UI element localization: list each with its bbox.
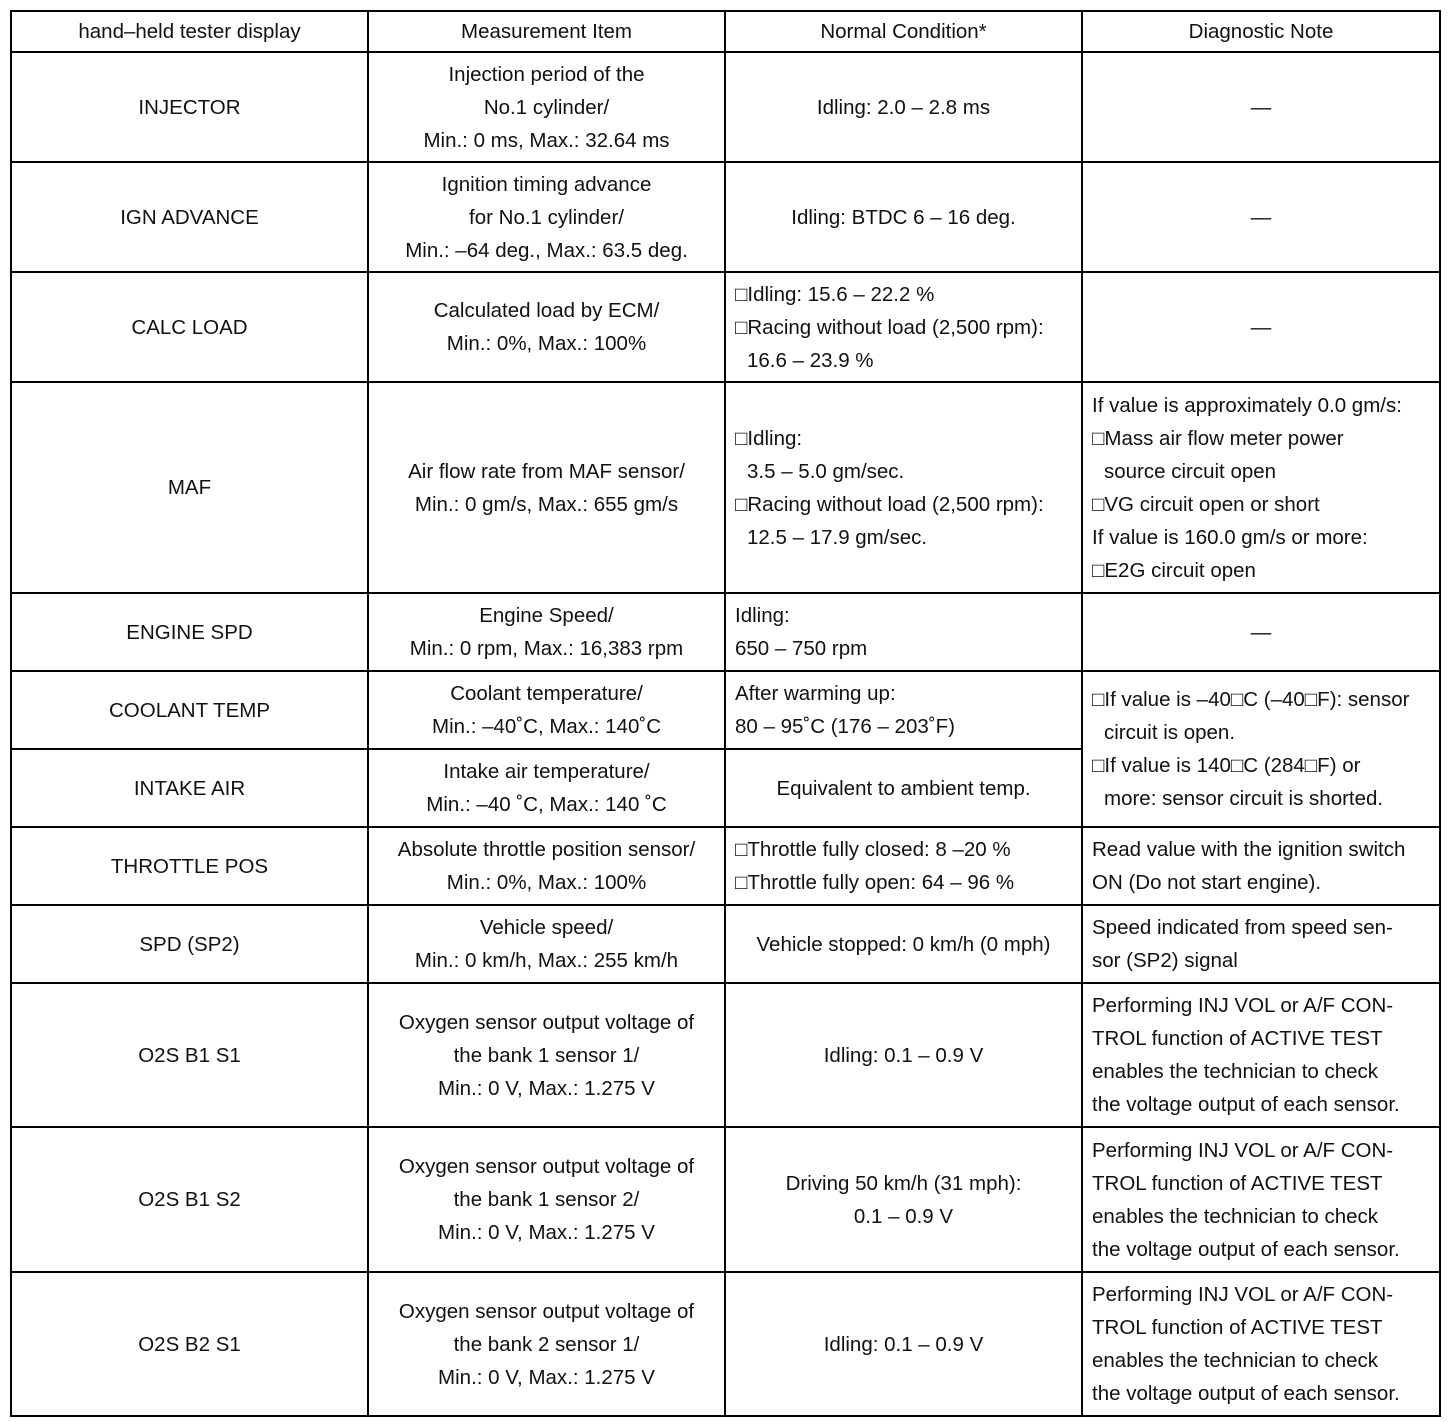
table-row xyxy=(11,52,1440,162)
header-row xyxy=(11,11,1440,52)
note-cell: Performing INJ VOL or A/F CON- TROL function of ACTIVE TEST enables the technician to check the voltage output of each sensor. xyxy=(1082,983,1440,1127)
table-row xyxy=(11,382,1440,593)
display-cell: INTAKE AIR xyxy=(11,749,368,827)
note-cell: — xyxy=(1082,593,1440,671)
display-cell: MAF xyxy=(11,382,368,593)
table-row xyxy=(11,272,1440,382)
condition-cell: Vehicle stopped: 0 km/h (0 mph) xyxy=(725,905,1082,983)
measurement-cell: Intake air temperature/ Min.: –40 ˚C, Max.: 140 ˚C xyxy=(368,749,725,827)
table-row xyxy=(11,671,1440,749)
header-normal-condition: Normal Condition* xyxy=(725,11,1082,52)
condition-cell: Idling: 0.1 – 0.9 V xyxy=(725,983,1082,1127)
note-cell: — xyxy=(1082,52,1440,162)
condition-cell: Idling: BTDC 6 – 16 deg. xyxy=(725,162,1082,272)
data-list-table xyxy=(10,10,1441,1417)
table-row xyxy=(11,1272,1440,1416)
display-cell: SPD (SP2) xyxy=(11,905,368,983)
measurement-cell: Air flow rate from MAF sensor/ Min.: 0 gm/s, Max.: 655 gm/s xyxy=(368,382,725,593)
note-cell: □If value is –40□C (–40□F): sensor circuit is open. □If value is 140□C (284□F) or more: sensor circuit is shorted. xyxy=(1082,671,1440,827)
display-cell: IGN ADVANCE xyxy=(11,162,368,272)
measurement-cell: Absolute throttle position sensor/ Min.: 0%, Max.: 100% xyxy=(368,827,725,905)
display-cell: O2S B1 S1 xyxy=(11,983,368,1127)
condition-cell: After warming up: 80 – 95˚C (176 – 203˚F) xyxy=(725,671,1082,749)
condition-cell: □Idling: 15.6 – 22.2 % □Racing without load (2,500 rpm): 16.6 – 23.9 % xyxy=(725,272,1082,382)
note-cell: — xyxy=(1082,162,1440,272)
measurement-cell: Oxygen sensor output voltage of the bank 2 sensor 1/ Min.: 0 V, Max.: 1.275 V xyxy=(368,1272,725,1416)
measurement-cell: Oxygen sensor output voltage of the bank 1 sensor 1/ Min.: 0 V, Max.: 1.275 V xyxy=(368,983,725,1127)
condition-cell: Idling: 650 – 750 rpm xyxy=(725,593,1082,671)
condition-cell: Idling: 0.1 – 0.9 V xyxy=(725,1272,1082,1416)
header-diagnostic-note: Diagnostic Note xyxy=(1082,11,1440,52)
display-cell: CALC LOAD xyxy=(11,272,368,382)
measurement-cell: Calculated load by ECM/ Min.: 0%, Max.: 100% xyxy=(368,272,725,382)
note-cell: Read value with the ignition switch ON (Do not start engine). xyxy=(1082,827,1440,905)
measurement-cell: Ignition timing advance for No.1 cylinder/ Min.: –64 deg., Max.: 63.5 deg. xyxy=(368,162,725,272)
measurement-cell: Engine Speed/ Min.: 0 rpm, Max.: 16,383 rpm xyxy=(368,593,725,671)
table-row xyxy=(11,905,1440,983)
condition-cell: Idling: 2.0 – 2.8 ms xyxy=(725,52,1082,162)
display-cell: O2S B1 S2 xyxy=(11,1127,368,1272)
display-cell: COOLANT TEMP xyxy=(11,671,368,749)
condition-cell: Driving 50 km/h (31 mph): 0.1 – 0.9 V xyxy=(725,1127,1082,1272)
measurement-cell: Oxygen sensor output voltage of the bank 1 sensor 2/ Min.: 0 V, Max.: 1.275 V xyxy=(368,1127,725,1272)
measurement-cell: Injection period of the No.1 cylinder/ Min.: 0 ms, Max.: 32.64 ms xyxy=(368,52,725,162)
table-row xyxy=(11,162,1440,272)
display-cell: THROTTLE POS xyxy=(11,827,368,905)
condition-cell: Equivalent to ambient temp. xyxy=(725,749,1082,827)
note-cell: If value is approximately 0.0 gm/s: □Mass air flow meter power source circuit open □VG circuit open or short If value is 160.0 gm/s or more: □E2G circuit open xyxy=(1082,382,1440,593)
header-measurement-item: Measurement Item xyxy=(368,11,725,52)
note-cell: Performing INJ VOL or A/F CON- TROL function of ACTIVE TEST enables the technician to check the voltage output of each sensor. xyxy=(1082,1127,1440,1272)
table-row xyxy=(11,1127,1440,1272)
table-row xyxy=(11,593,1440,671)
condition-cell: □Throttle fully closed: 8 –20 % □Throttle fully open: 64 – 96 % xyxy=(725,827,1082,905)
measurement-cell: Coolant temperature/ Min.: –40˚C, Max.: 140˚C xyxy=(368,671,725,749)
measurement-cell: Vehicle speed/ Min.: 0 km/h, Max.: 255 km/h xyxy=(368,905,725,983)
note-cell: — xyxy=(1082,272,1440,382)
note-cell: Speed indicated from speed sen- sor (SP2) signal xyxy=(1082,905,1440,983)
note-cell: Performing INJ VOL or A/F CON- TROL function of ACTIVE TEST enables the technician to check the voltage output of each sensor. xyxy=(1082,1272,1440,1416)
condition-cell: □Idling: 3.5 – 5.0 gm/sec. □Racing without load (2,500 rpm): 12.5 – 17.9 gm/sec. xyxy=(725,382,1082,593)
table-row xyxy=(11,827,1440,905)
display-cell: O2S B2 S1 xyxy=(11,1272,368,1416)
display-cell: ENGINE SPD xyxy=(11,593,368,671)
table-row xyxy=(11,983,1440,1127)
header-display: hand–held tester display xyxy=(11,11,368,52)
display-cell: INJECTOR xyxy=(11,52,368,162)
